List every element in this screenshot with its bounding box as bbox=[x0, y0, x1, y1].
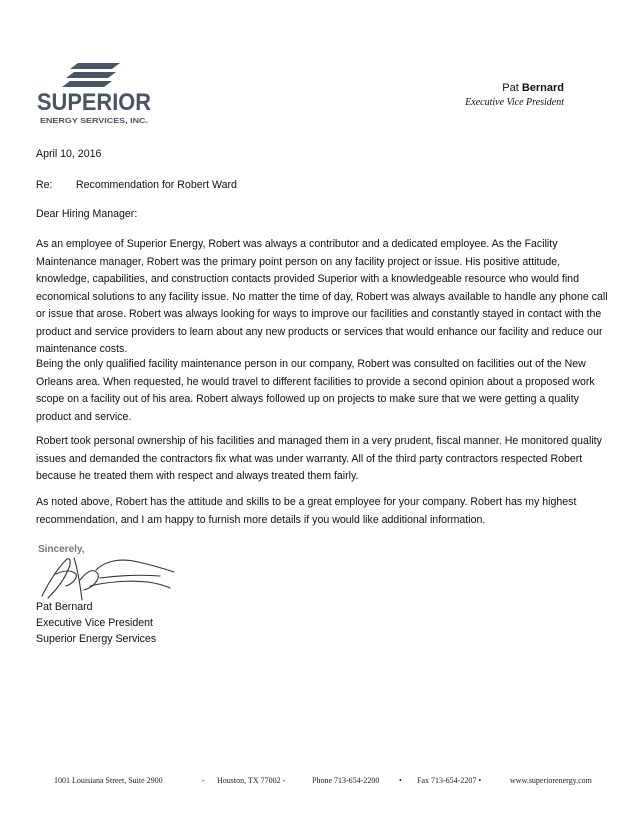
footer-address: 1001 Louisiana Street, Suite 2900 bbox=[54, 776, 163, 785]
sender-block bbox=[465, 82, 564, 110]
sender-name bbox=[465, 82, 564, 95]
paragraph-text: As an employee of Superior Energy, Robert was always a contributor and a dedicated employee. As the Facility Maintenance manager, Robert was the primary point person on any facility project or issue. His positive attitude, knowledge, capabilities, and construction contacts provided Superior with a knowledgeable resource who would find economical solutions to any facility issue. No matter the time of day, Robert was always available to handle any phone call or issue that arose. Robert was always looking for ways to improve our facilities and constantly stayed in contact with the product and service providers to learn about any new products or services that would enhance our facility and reduce our maintenance costs. bbox=[36, 238, 608, 355]
paragraph-4 bbox=[36, 494, 616, 529]
paragraph-2 bbox=[36, 356, 616, 426]
sender-last-name: Bernard bbox=[521, 82, 564, 94]
signoff-company: Superior Energy Services bbox=[36, 633, 157, 645]
footer-website[interactable]: www.superiorenergy.com bbox=[510, 776, 592, 785]
signoff-title: Executive Vice President bbox=[36, 617, 153, 629]
logo-subtitle-text: ENERGY SERVICES, INC. bbox=[40, 116, 148, 125]
subject-text: Recommendation for Robert Ward bbox=[76, 179, 237, 191]
footer-separator: - bbox=[202, 776, 205, 785]
paragraph-3 bbox=[36, 433, 616, 486]
closing-text: Sincerely, bbox=[38, 544, 85, 555]
signature-scribble-icon bbox=[42, 558, 174, 600]
footer-fax: Fax 713-654-2207 • bbox=[417, 776, 482, 785]
company-logo bbox=[34, 55, 156, 135]
footer-city: Houston, TX 77002 - bbox=[217, 776, 286, 785]
paragraph-text: Robert took personal ownership of his facilities and managed them in a very prudent, fiscal manner. He monitored quality issues and demanded the contractors fix what was under warranty. All of the third party contractors respected Robert because he treated them with respect and always treated them fairly. bbox=[36, 435, 602, 482]
footer-phone: Phone 713-654-2200 bbox=[312, 776, 380, 785]
footer-bullet: • bbox=[399, 776, 402, 785]
paragraph-text: Being the only qualified facility maintenance person in our company, Robert was consulted on facilities out of the New Orleans area. When requested, he would travel to different facilities to provide a second opinion about a proposed work scope on a facility out of his area. Robert always followed up on projects to make sure that we were getting a quality product and service. bbox=[36, 358, 595, 423]
sender-first-name: Pat bbox=[502, 82, 519, 94]
sender-title: Executive Vice President bbox=[465, 97, 564, 108]
signature-block bbox=[36, 540, 181, 606]
logo-stripes-icon bbox=[62, 63, 120, 87]
signoff-block bbox=[36, 599, 156, 647]
letter-date: April 10, 2016 bbox=[36, 148, 102, 160]
paragraph-1 bbox=[36, 236, 616, 359]
logo-brand-text: SUPERIOR bbox=[37, 89, 151, 116]
superior-logo-mark bbox=[34, 55, 156, 135]
subject-line bbox=[36, 177, 616, 195]
paragraph-text: As noted above, Robert has the attitude and skills to be a great employee for your company. Robert has my highest recommendation, and I am happy to furnish more details if you would like additional information. bbox=[36, 496, 577, 526]
subject-label: Re: bbox=[36, 179, 53, 191]
greeting: Dear Hiring Manager: bbox=[36, 208, 138, 220]
handwritten-signature bbox=[36, 540, 181, 606]
signoff-name: Pat Bernard bbox=[36, 601, 93, 613]
